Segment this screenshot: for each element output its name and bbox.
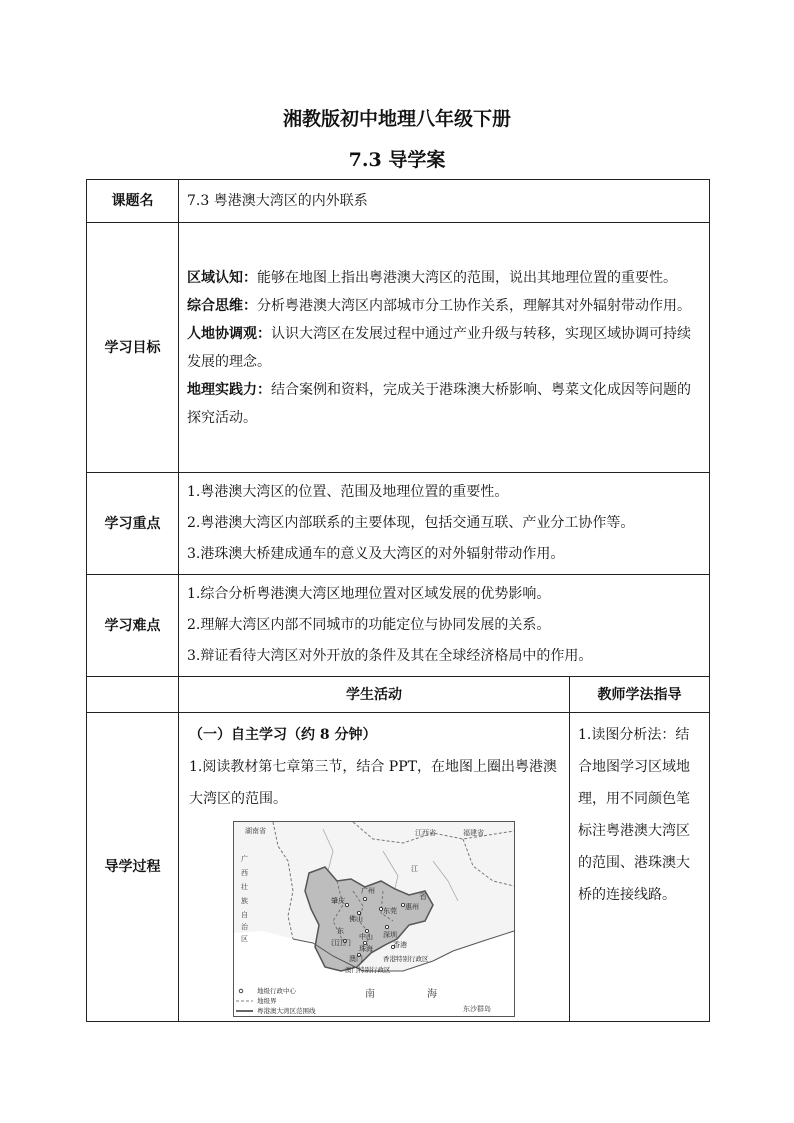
city-hongkong: 香港 (393, 941, 407, 949)
objective-key: 综合思维： (187, 297, 257, 314)
document-subtitle: 7.3 导学案 (348, 149, 446, 171)
city-macau: 澳门 (349, 955, 363, 963)
difficulties-label: 学习难点 (87, 575, 179, 677)
process-label: 导学过程 (87, 713, 179, 1022)
difficulty-item: 3.辩证看待大湾区对外开放的条件及其在全球经济格局中的作用。 (187, 648, 593, 664)
key-point-item: 3.港珠澳大桥建成通车的意义及大湾区的对外辐射带动作用。 (187, 546, 565, 562)
city-dongguan: 东莞 (383, 907, 397, 915)
empty-header-cell (87, 677, 179, 713)
student-activity-cell (179, 713, 570, 1022)
objectives-list (179, 223, 710, 473)
svg-text:壮: 壮 (241, 883, 248, 891)
student-activity-header: 学生活动 (179, 677, 570, 713)
task-text: 1.阅读教材第七章第三节，结合 PPT，在地图上圈出粤港澳大湾区的范围。 (189, 759, 557, 807)
objective-key: 地理实践力： (187, 381, 271, 398)
objective-item (187, 376, 701, 432)
teacher-guide-header: 教师学法指导 (570, 677, 710, 713)
objective-item (187, 292, 701, 320)
label-guangdong-2: 省 (419, 892, 427, 901)
city-huizhou: 惠州 (405, 903, 419, 911)
lesson-name-label: 课题名 (87, 180, 179, 223)
city-guangzhou: 广州 (361, 887, 375, 895)
label-sea-2: 海 (427, 989, 437, 1000)
svg-text:广: 广 (241, 855, 248, 863)
document-title: 湘教版初中地理八年级下册 (282, 108, 511, 130)
city-foshan: 佛山 (349, 915, 363, 923)
label-sea-1: 南 (365, 989, 375, 1000)
svg-text:族: 族 (241, 897, 248, 905)
objective-text: 能够在地图上指出粤港澳大湾区的范围，说出其地理位置的重要性。 (257, 269, 677, 286)
label-fujian: 福建省 (463, 829, 484, 837)
city-jiangmen: 江门 (337, 939, 351, 947)
city-shenzhen: 深圳 (383, 931, 397, 939)
label-hunan: 湖南省 (245, 827, 266, 835)
city-zhaoqing: 肇庆 (331, 897, 345, 905)
label-islands: 东沙群岛 (463, 1005, 491, 1013)
city-dong-short: 东 (337, 927, 344, 935)
legend-city: 地级行政中心 (257, 987, 296, 995)
teacher-guide-cell: 1.读图分析法：结合地图学习区域地理，用不同颜色笔标注粤港澳大湾区的范围、港珠澳大桥的连接线路。 (570, 713, 710, 1022)
study-guide-table (86, 179, 710, 1022)
svg-text:区: 区 (241, 935, 248, 943)
legend-boundary: 地级界 (257, 997, 277, 1005)
objective-item (187, 264, 701, 292)
objective-item (187, 320, 701, 376)
label-jiangxi: 江西省 (415, 829, 436, 837)
bay-area-map (233, 821, 515, 1017)
city-zhongshan: 中山 (359, 933, 373, 941)
key-points-list (179, 473, 710, 575)
label-macau-sar: 澳门特别行政区 (345, 966, 391, 974)
key-point-item: 1.粤港澳大湾区的位置、范围及地理位置的重要性。 (187, 484, 509, 500)
objectives-label: 学习目标 (87, 223, 179, 473)
objective-text: 分析粤港澳大湾区内部城市分工协作关系，理解其对外辐射带动作用。 (257, 297, 691, 314)
svg-text:西: 西 (241, 869, 248, 877)
objective-text: 认识大湾区在发展过程中通过产业升级与转移，实现区域协调可持续发展的理念。 (187, 325, 691, 370)
objective-text: 结合案例和资料，完成关于港珠澳大桥影响、粤菜文化成因等问题的探究活动。 (187, 381, 691, 426)
lesson-name-value: 7.3 粤港澳大湾区的内外联系 (179, 180, 710, 223)
objective-key: 区域认知： (187, 269, 257, 286)
city-jiang-short: 江 (331, 939, 338, 947)
difficulty-item: 2.理解大湾区内部不同城市的功能定位与协同发展的关系。 (187, 617, 551, 633)
label-hk-sar: 香港特别行政区 (383, 955, 429, 963)
svg-text:自: 自 (241, 911, 248, 919)
difficulty-item: 1.综合分析粤港澳大湾区地理位置对区域发展的优势影响。 (187, 586, 551, 602)
city-zhuhai: 珠海 (359, 945, 373, 953)
label-guangdong-1: 江 (411, 865, 418, 873)
svg-text:治: 治 (241, 923, 248, 931)
legend-bay-area: 粤港澳大湾区范围线 (257, 1007, 316, 1015)
difficulties-list (179, 575, 710, 677)
objective-key: 人地协调观： (187, 325, 271, 342)
key-point-item: 2.粤港澳大湾区内部联系的主要体现，包括交通互联、产业分工协作等。 (187, 515, 635, 531)
section-title: （一）自主学习（约 8 分钟） (189, 727, 377, 743)
key-points-label: 学习重点 (87, 473, 179, 575)
